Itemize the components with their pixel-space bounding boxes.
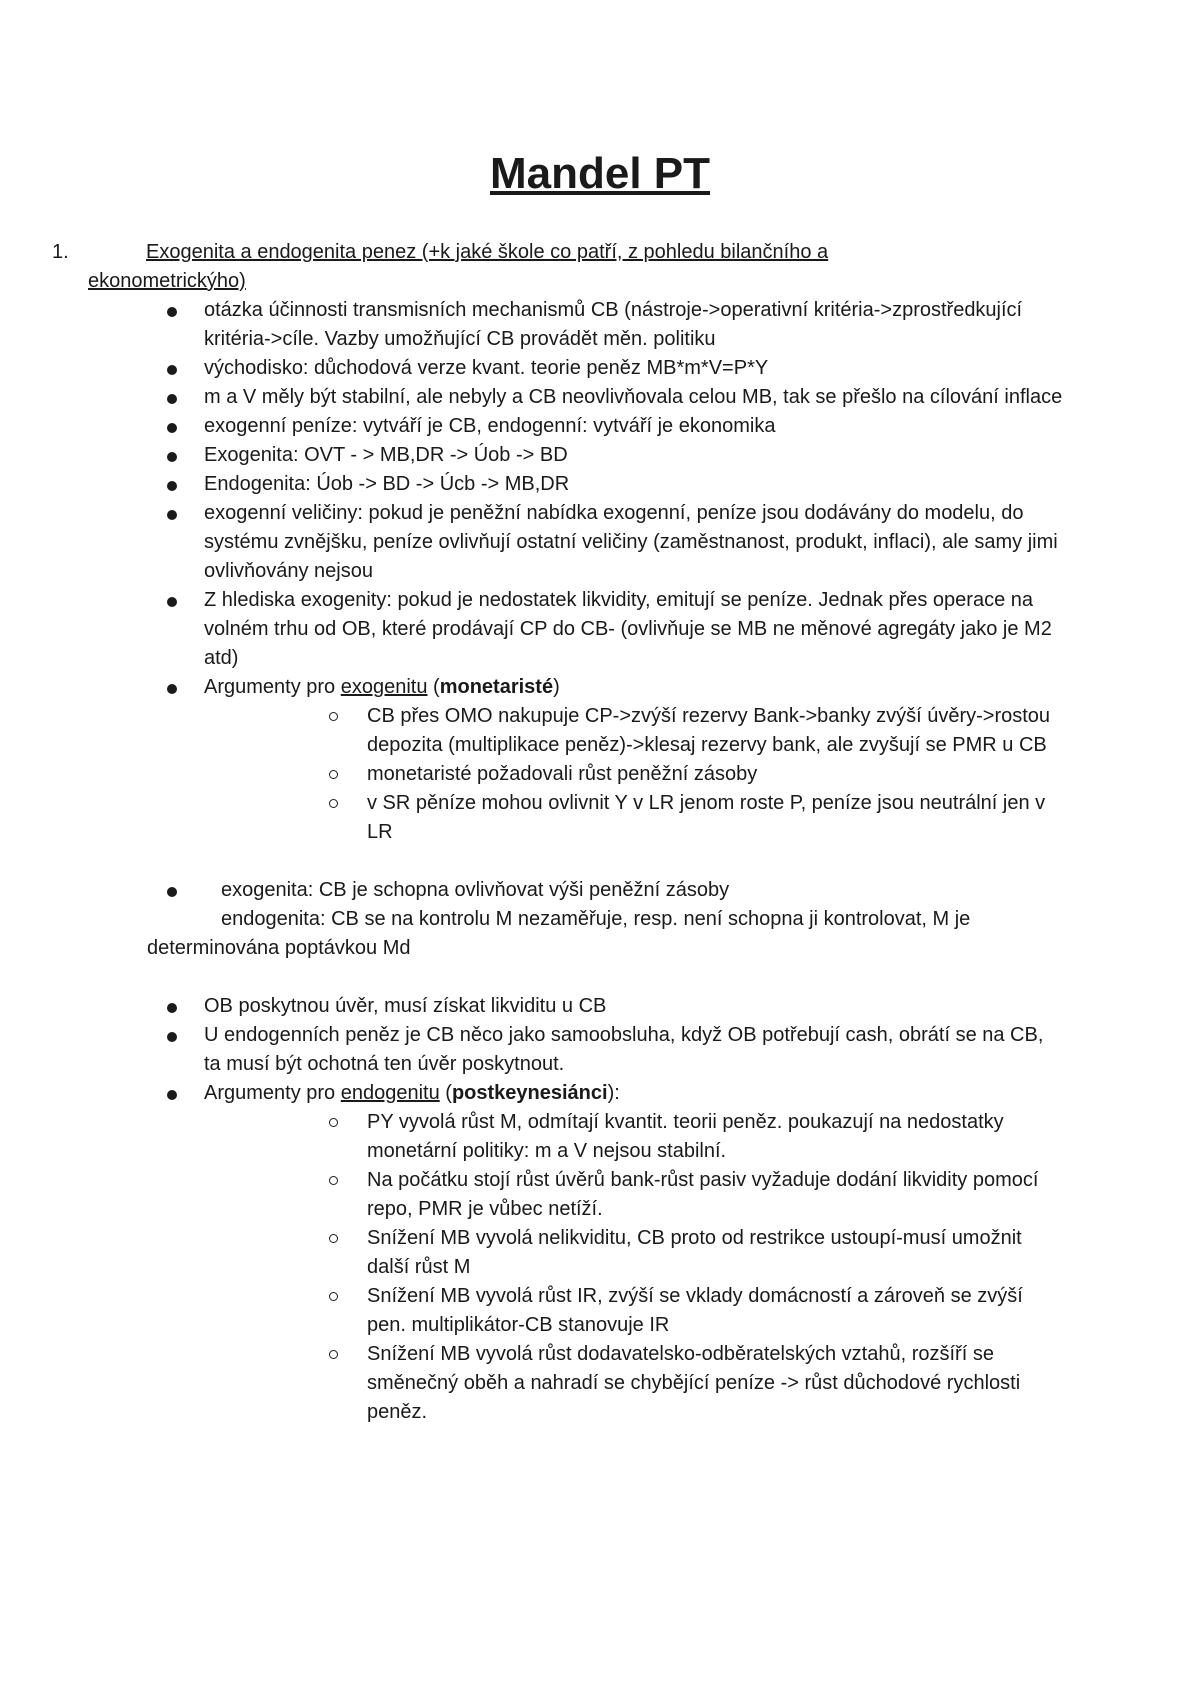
sub-list-item: v SR pěníze mohou ovlivnit Y v LR jenom roste P, peníze jsou neutrální jen v LR: [0, 789, 1057, 847]
school-postkeynesianci: postkeynesiánci: [451, 1082, 608, 1104]
bullet-icon: [167, 510, 177, 520]
school-monetariste: monetaristé: [439, 676, 554, 698]
section-heading: [0, 238, 928, 296]
list-item: Exogenita: OVT - > MB,DR -> Úob -> BD: [0, 441, 1064, 470]
bullet-icon: [167, 452, 177, 462]
exogenity-arguments-item: Argumenty pro exogenitu (monetaristé): [0, 673, 1064, 702]
list-item: exogenní peníze: vytváří je CB, endogenní: vytváří je ekonomika: [0, 412, 1064, 441]
list-item: m a V měly být stabilní, ale nebyly a CB neovlivňovala celou MB, tak se přešlo na cílování inflace: [0, 383, 1064, 412]
bullet-icon: [167, 1090, 177, 1100]
document-title: Mandel PT: [489, 149, 711, 198]
bullet-icon: [167, 365, 177, 375]
keyword-exogenitu: exogenitu: [340, 676, 428, 698]
sub-list-exogenity: [0, 702, 1200, 847]
list-item: OB poskytnou úvěr, musí získat likviditu u CB: [0, 992, 1064, 1021]
sub-list-item: PY vyvolá růst M, odmítají kvantit. teorii peněz. poukazují na nedostatky monetární politiky: m a V nejsou stabilní.: [0, 1108, 1057, 1166]
sub-list-item: Na počátku stojí růst úvěrů bank-růst pasiv vyžaduje dodání likvidity pomocí repo, PMR je vůbec netíží.: [0, 1166, 1057, 1224]
circle-bullet-icon: [329, 1350, 338, 1359]
exo-endo-definition: exogenita: CB je schopna ovlivňovat výši peněžní zásoby endogenita: CB se na kontrolu M nezaměřuje, resp. není schopna ji kontrolovat, M je determinována poptávkou Md: [147, 879, 971, 959]
circle-bullet-icon: [329, 799, 338, 808]
bullet-list-secondary: [0, 992, 1200, 1108]
bullet-icon: [167, 481, 177, 491]
circle-bullet-icon: [329, 712, 338, 721]
list-item: Endogenita: Úob -> BD -> Úcb -> MB,DR: [0, 470, 1064, 499]
bullet-icon: [167, 887, 177, 897]
bullet-icon: [167, 1003, 177, 1013]
circle-bullet-icon: [329, 1176, 338, 1185]
document-body: [0, 238, 1200, 1427]
spacer: [0, 963, 1200, 992]
section-number: 1.: [52, 241, 69, 263]
circle-bullet-icon: [329, 1292, 338, 1301]
list-item: Z hlediska exogenity: pokud je nedostatek likvidity, emitují se peníze. Jednak přes operace na volném trhu od OB, které prodávají CP do CB- (ovlivňuje se MB ne měnové agregáty jako je M2 atd): [0, 586, 1064, 673]
bullet-icon: [167, 423, 177, 433]
keyword-endogenitu: endogenitu: [340, 1082, 440, 1104]
list-item: U endogenních peněz je CB něco jako samoobsluha, když OB potřebují cash, obrátí se na CB, ta musí být ochotná ten úvěr poskytnout.: [0, 1021, 1064, 1079]
spacer: [0, 847, 1200, 876]
sub-list-endogenity: [0, 1108, 1200, 1427]
list-item: exogenní veličiny: pokud je peněžní nabídka exogenní, peníze jsou dodávány do modelu, do systému zvnějšku, peníze ovlivňují ostatní veličiny (zaměstnanost, produkt, inflaci), ale samy jimi ovlivňovány nejsou: [0, 499, 1064, 586]
bullet-icon: [167, 394, 177, 404]
list-item: východisko: důchodová verze kvant. teorie peněz MB*m*V=P*Y: [0, 354, 1064, 383]
bullet-icon: [167, 597, 177, 607]
sub-list-item: Snížení MB vyvolá růst IR, zvýší se vklady domácností a zároveň se zvýší pen. multiplikátor-CB stanovuje IR: [0, 1282, 1057, 1340]
section-heading-text: Exogenita a endogenita penez (+k jaké škole co patří, z pohledu bilančního a ekonometrickýho): [88, 241, 829, 292]
circle-bullet-icon: [329, 770, 338, 779]
circle-bullet-icon: [329, 1118, 338, 1127]
list-item: otázka účinnosti transmisních mechanismů CB (nástroje->operativní kritéria->zprostředkující kritéria->cíle. Vazby umožňující CB provádět měn. politiku: [0, 296, 1064, 354]
sub-list-item: Snížení MB vyvolá nelikviditu, CB proto od restrikce ustoupí-musí umožnit další růst M: [0, 1224, 1057, 1282]
bullet-icon: [167, 307, 177, 317]
circle-bullet-icon: [329, 1234, 338, 1243]
bullet-icon: [167, 684, 177, 694]
bullet-icon: [167, 1032, 177, 1042]
sub-list-item: CB přes OMO nakupuje CP->zvýší rezervy Bank->banky zvýší úvěry->rostou depozita (multiplikace peněz)->klesaj rezervy bank, ale zvyšují se PMR u CB: [0, 702, 1057, 760]
bullet-list-main: [0, 296, 1200, 702]
sub-list-item: monetaristé požadovali růst peněžní zásoby: [0, 760, 1057, 789]
endogenity-arguments-item: Argumenty pro endogenitu (postkeynesiánci):: [0, 1079, 1064, 1108]
sub-list-item: Snížení MB vyvolá růst dodavatelsko-odběratelských vztahů, rozšíří se směnečný oběh a nahradí se chybějící peníze -> růst důchodové rychlosti peněz.: [0, 1340, 1057, 1427]
